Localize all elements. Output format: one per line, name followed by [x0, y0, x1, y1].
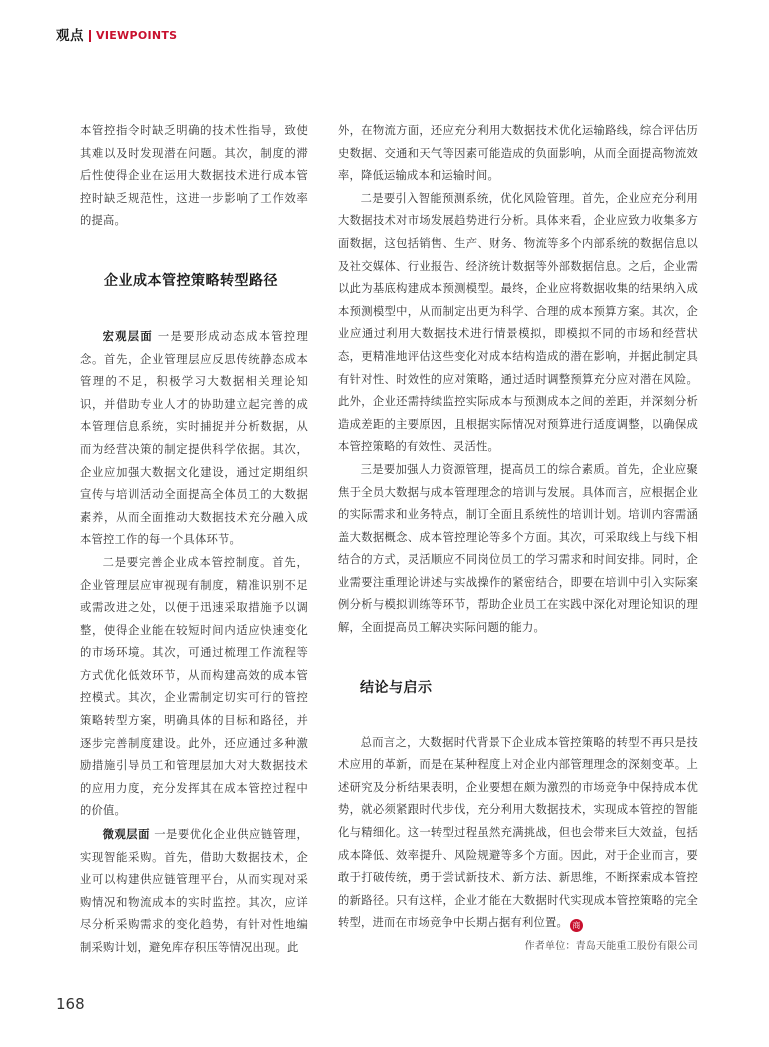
intro-paragraph: 本管控指令时缺乏明确的技术性指导，致使其难以及时发现潜在问题。其次，制度的滞后性使得企业在运用大数据技术进行成本管控时缺乏规范性，这进一步影响了工作效率的提高。 [80, 124, 308, 228]
page-number: 168 [56, 995, 85, 1013]
section-label-en: VIEWPOINTS [96, 29, 178, 42]
forecast-paragraph: 二是要引入智能预测系统，优化风险管理。首先，企业应充分利用大数据技术对市场发展趋势进行分析。具体来看，企业应致力收集多方面数据，这包括销售、生产、财务、物流等多个内部系统的数据信息以及社交媒体、行业报告、经济统计数据等外部数据信息。之后，企业需以此为基底构建成本预测模型。最终，企业应将数据收集的结果纳入成本预测模型中，从而制定出更为科学、合理的成本预算方案。其次，企业应通过利用大数据技术进行情景模拟，即模拟不同的市场和经营状态，更精准地评估这些变化对成本结构造成的潜在影响，并据此制定具有针对性、时效性的应对策略，通过适时调整预算充分应对潜在风险。此外，企业还需持续监控实际成本与预测成本之间的差距，并深刻分析造成差距的主要原因，且根据实际情况对预算进行适度调整，以确保成本管控策略的有效性、灵活性。 [338, 191, 698, 454]
micro-text: 一是要优化企业供应链管理，实现智能采购。首先，借助大数据技术，企业可以构建供应链管理平台，从而实现对采购情况和物流成本的实时监控。其次，应详尽分析采购需求的变化趋势，有针对性地编制采购计划，避免库存积压等情况出现。此 [80, 828, 308, 954]
section-heading-conclusion: 结论与启示 [360, 679, 433, 696]
micro-paragraph [80, 823, 308, 960]
conclusion-paragraph [338, 732, 698, 935]
page-header [56, 28, 177, 44]
author-affiliation: 作者单位：青岛天能重工股份有限公司 [524, 941, 698, 952]
system-paragraph: 二是要完善企业成本管控制度。首先，企业管理层应审视现有制度，精准识别不足或需改进之处，以便于迅速采取措施予以调整，使得企业能在较短时间内适应快速变化的市场环境。其次，可通过梳理工作流程等方式优化低效环节，从而构建高效的成本管控模式。其次，企业需制定切实可行的管控策略转型方案，明确具体的目标和路径，并逐步完善制度建设。此外，还应通过多种激励措施引导员工和管理层加大对大数据技术的应用力度，充分发挥其在成本管控过程中的价值。 [80, 555, 308, 818]
left-column [80, 120, 308, 960]
section-heading-transformation-path: 企业成本管控策略转型路径 [104, 272, 278, 289]
logistics-paragraph: 外，在物流方面，还应充分利用大数据技术优化运输路线，综合评估历史数据、交通和天气等因素可能造成的负面影响，从而全面提高物流效率，降低运输成本和运输时间。 [338, 124, 698, 183]
header-divider [89, 30, 91, 42]
macro-text: 一是要形成动态成本管控理念。首先，企业管理层应反思传统静态成本管理的不足，积极学习大数据相关理论知识，并借助专业人才的协助建立起完善的成本管理信息系统，实时捕捉并分析数据，从而为经营决策的制定提供科学依据。其次，企业应加强大数据文化建设，通过定期组织宣传与培训活动全面提高全体员工的大数据素养，从而全面推动大数据技术充分融入成本管控工作的每一个具体环节。 [80, 329, 308, 547]
macro-paragraph [80, 325, 308, 552]
micro-lead: 微观层面 [102, 827, 151, 842]
end-mark-icon: 商 [570, 919, 583, 932]
hr-paragraph: 三是要加强人力资源管理，提高员工的综合素质。首先，企业应聚焦于全员大数据与成本管理理念的培训与发展。具体而言，应根据企业的实际需求和业务特点，制订全面且系统性的培训计划。培训内容需涵盖大数据概念、成本管控理论等多个方面。其次，可采取线上与线下相结合的方式，灵活顺应不同岗位员工的学习需求和时间安排。同时，企业需要注重理论讲述与实战操作的紧密结合，即要在培训中引入实际案例分析与模拟训练等环节，帮助企业员工在实践中深化对理论知识的理解，全面提高员工解决实际问题的能力。 [338, 462, 698, 635]
conclusion-text: 总而言之，大数据时代背景下企业成本管控策略的转型不再只是技术应用的革新，而是在某种程度上对企业内部管理理念的深刻变革。上述研究及分析结果表明，企业要想在颇为激烈的市场竞争中保持成本优势，就必须紧跟时代步伐，充分利用大数据技术，实现成本管控的智能化与精细化。这一转型过程虽然充满挑战，但也会带来巨大效益，包括成本降低、效率提升、风险规避等多个方面。因此，对于企业而言，要敢于打破传统，勇于尝试新技术、新方法、新思维，不断探索成本管控的新路径。只有这样，企业才能在大数据时代实现成本管控策略的完全转型，进而在市场竞争中长期占据有利位置。 [338, 735, 698, 930]
right-column [338, 120, 698, 955]
section-label-cn: 观点 [56, 28, 84, 44]
macro-lead: 宏观层面 [102, 328, 153, 343]
